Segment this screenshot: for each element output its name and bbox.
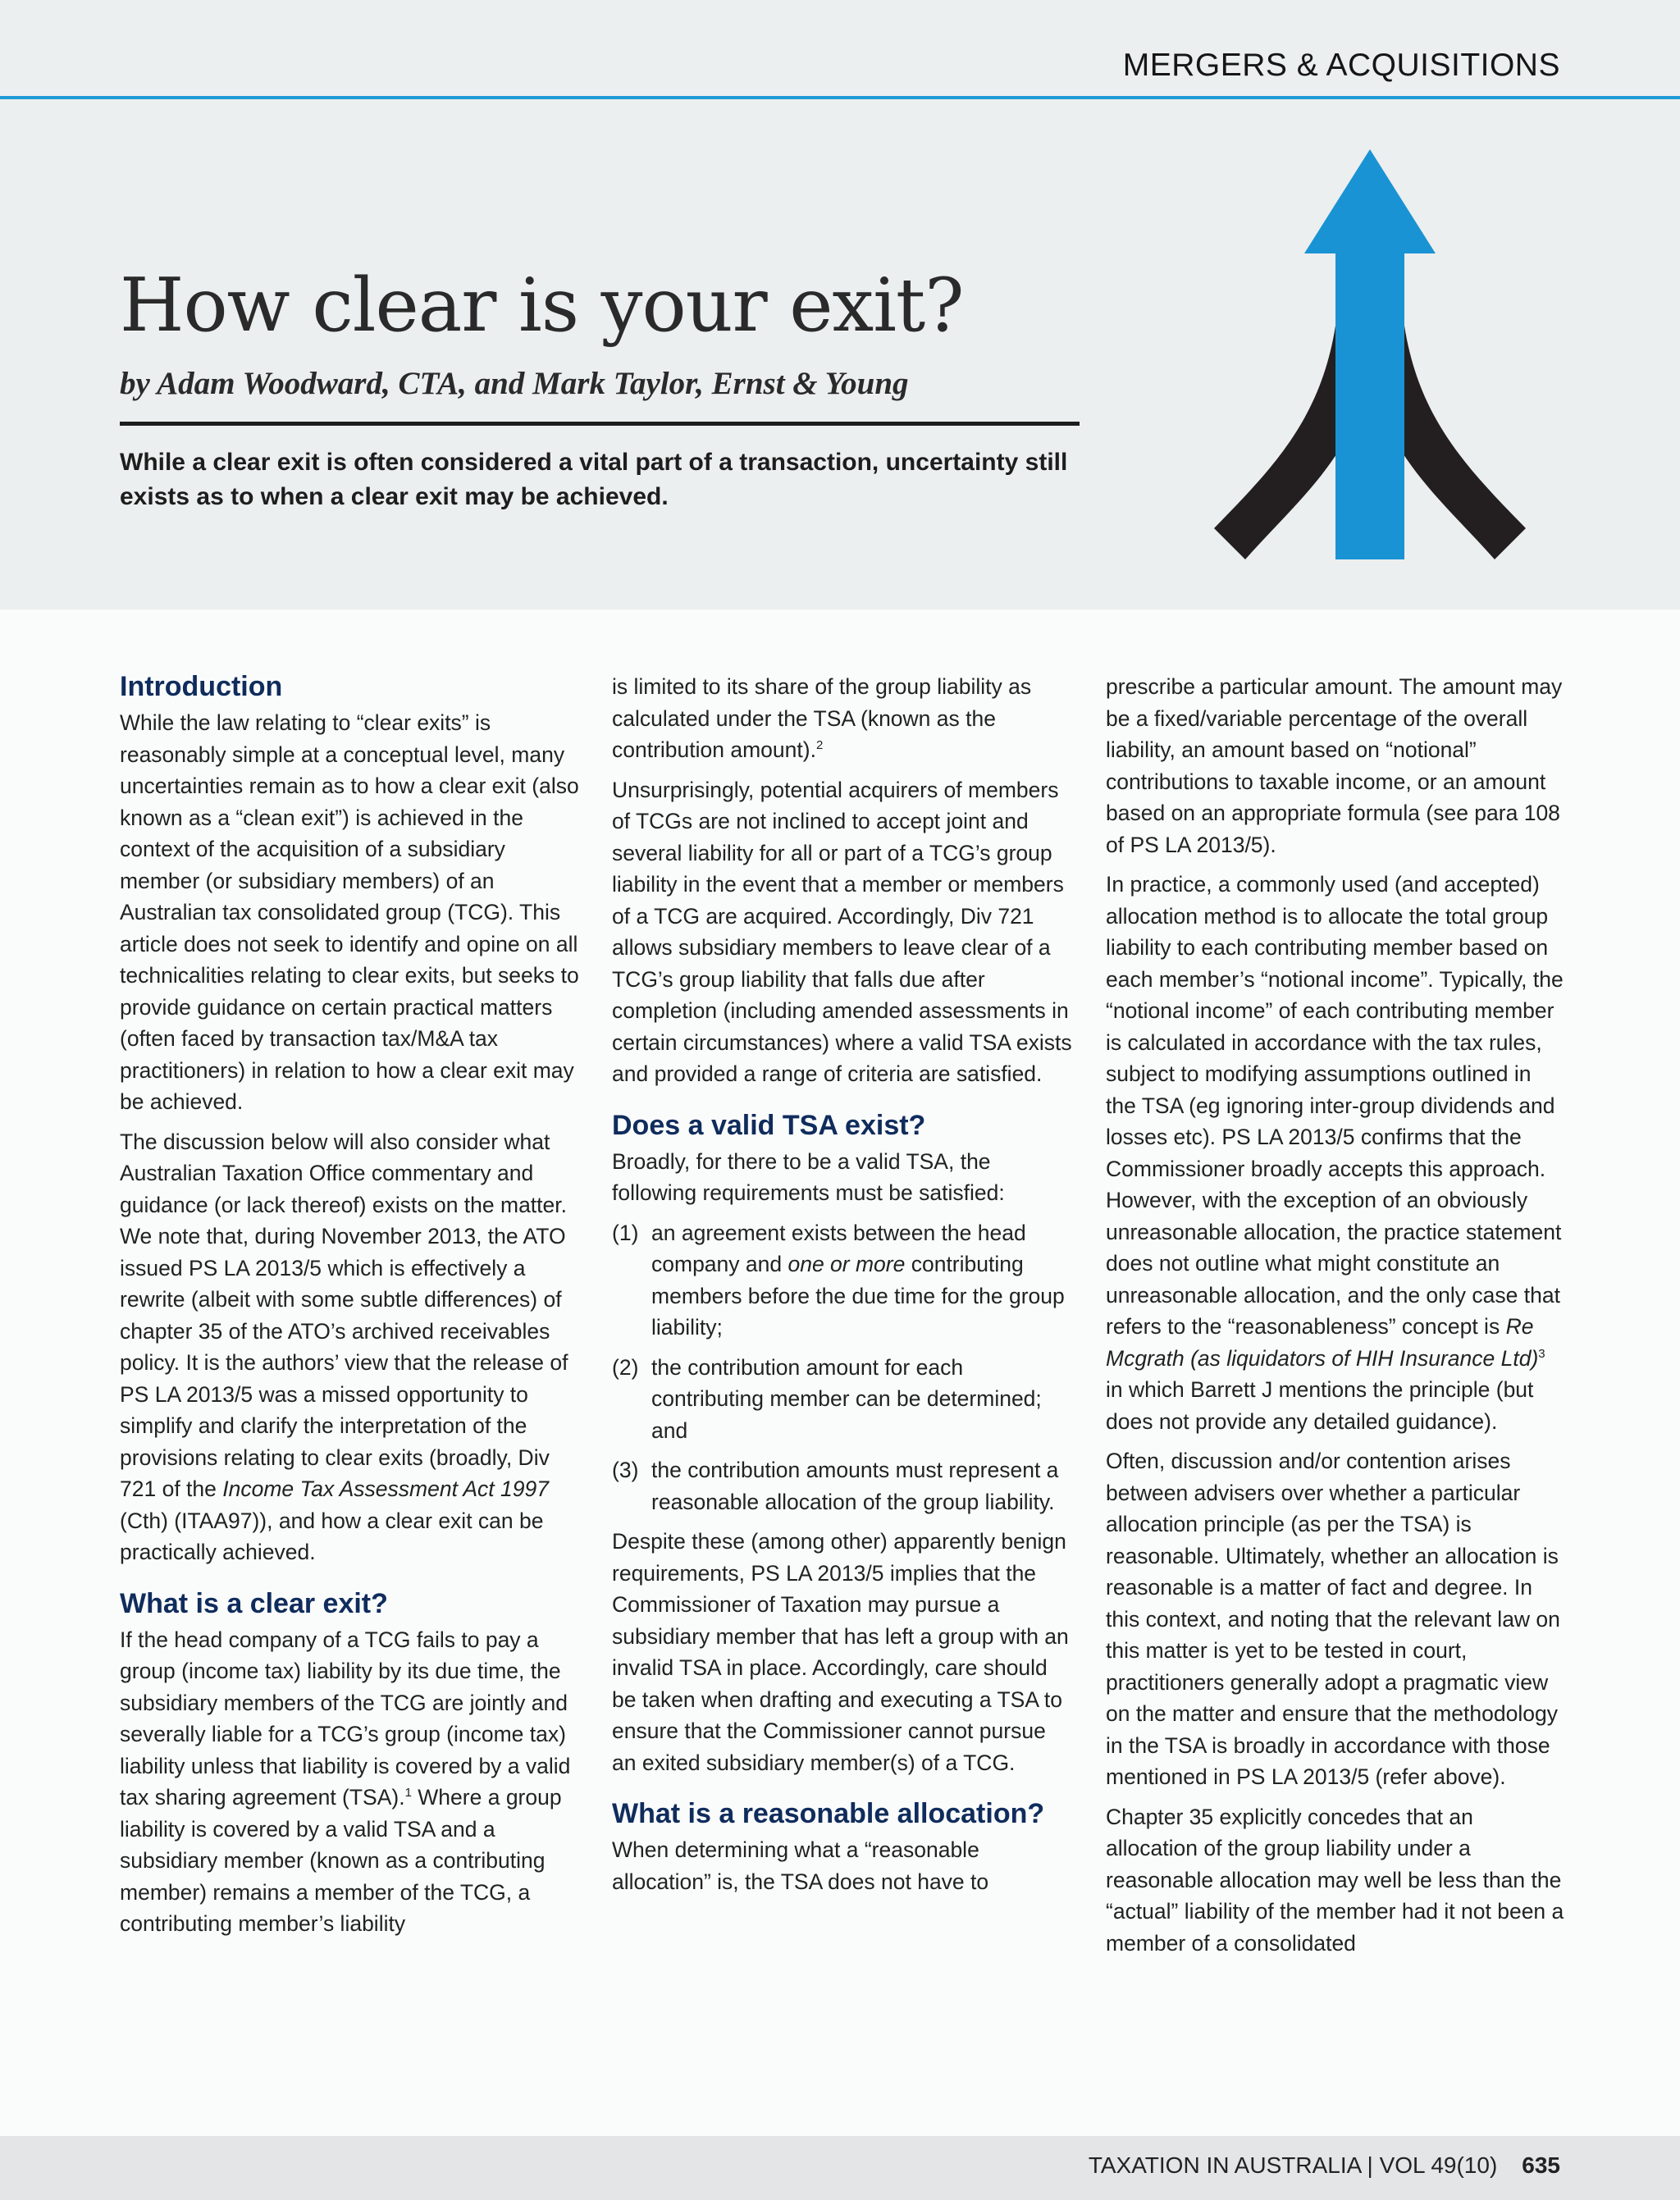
merging-arrow-icon	[1214, 149, 1526, 559]
paragraph-requirements: Broadly, for there to be a valid TSA, the following requirements must be satisfied:	[612, 1148, 1005, 1205]
paragraph-clear-exit: If the head company of a TCG fails to pay a group (income tax) liability by its due time, the subsidiary members of the TCG are jointly and severally liable for a TCG’s group (income tax) liability unless that liability is covered by a valid tax sharing agreement (TSA).$^1$ Where a group liability is covered by a valid TSA and a subsidiary member (known as a contributing member) remains a member of the TCG, a contributing member’s liability	[120, 1627, 571, 1936]
title-rule	[120, 422, 1080, 426]
arrow-head-icon	[1304, 149, 1436, 253]
paragraph-intro-1: While the law relating to “clear exits” is reasonably simple at a conceptual level, many uncertainties remain as to how a clear exit (also known as a “clean exit”) is achieved in the context of the acquisition of a subsidiary member (or subsidiary members) of an Australian tax consolidated group (TCG). This article does not seek to identify and opine on all technicalities relating to clear exits, but seeks to provide guidance on certain practical matters (often faced by transaction tax/M&A tax practitioners) in relation to how a clear exit may be achieved.	[120, 710, 579, 1114]
column-3	[1106, 671, 1567, 1967]
heading-introduction: Introduction	[120, 671, 283, 702]
footnote-ref-2: 2	[815, 738, 824, 753]
paragraph-intro-2: The discussion below will also consider what Australian Taxation Office commentary and guidance (or lack thereof) exists on the matter. We note that, during November 2013, the ATO issued PS LA 2013/5 which is effectively a rewrite (albeit with some subtle differences) of chapter 35 of the ATO’s archived receivables policy. It is the authors’ view that the release of PS LA 2013/5 was a missed opportunity to simplify and clarify the interpretation of the provisions relating to clear exits (broadly, Div 721 of the Income Tax Assessment Act 1997 (Cth) (ITAA97)), and how a clear exit can be practically achieved.	[120, 1129, 568, 1564]
paragraph-clear-exit-cont: is limited to its share of the group liability as calculated under the TSA (known as the contribution amount).$^2$	[612, 674, 1032, 762]
list-number: (3)	[612, 1458, 639, 1482]
paragraph-acquirers: Unsurprisingly, potential acquirers of members of TCGs are not inclined to accept joint and several liability for all or part of a TCG’s group liability in the event that a member or members of a TCG are acquired. Accordingly, Div 721 allows subsidiary members to leave clear of a TCG’s group liability that falls due after completion (including amended assessments in certain circumstances) where a valid TSA exists and provided a range of criteria are satisfied.	[612, 777, 1072, 1086]
list-item	[612, 1454, 1073, 1518]
heading-reasonable-allocation: What is a reasonable allocation?	[612, 1798, 1045, 1829]
list-number: (2)	[612, 1354, 639, 1380]
arrow-shaft-icon	[1335, 253, 1404, 559]
heading-valid-tsa: Does a valid TSA exist?	[612, 1109, 926, 1141]
footnote-ref-1: 1	[404, 1786, 412, 1801]
page-number: 635	[1522, 2152, 1560, 2178]
paragraph-reasonable: When determining what a “reasonable allocation” is, the TSA does not have to	[612, 1837, 989, 1894]
list-text: an agreement exists between the head company and one or more contributing members before the due time for the group liability;	[651, 1220, 1065, 1340]
paragraph-reasonable-cont: prescribe a particular amount. The amount may be a fixed/variable percentage of the overall liability, an amount based on “notional” contributions to taxable income, or an amount based on an appropriate formula (see para 108 of PS LA 2013/5).	[1106, 674, 1563, 857]
list-number: (1)	[612, 1220, 639, 1245]
list-item	[612, 1217, 1073, 1344]
byline: by Adam Woodward, CTA, and Mark Taylor, Ernst & Young	[120, 366, 909, 401]
standfirst: While a clear exit is often considered a vital part of a transaction, uncertainty still exists as to when a clear exit may be achieved.	[120, 449, 1068, 510]
paragraph-despite: Despite these (among other) apparently benign requirements, PS LA 2013/5 implies that the Commissioner of Taxation may pursue a subsidiary member that has left a group with an invalid TSA in place. Accordingly, care should be taken when drafting and executing a TSA to ensure that the Commissioner cannot pursue an exited subsidiary member(s) of a TCG.	[612, 1529, 1069, 1775]
section-label: MERGERS & ACQUISITIONS	[1122, 48, 1560, 83]
column-2	[612, 671, 1073, 1906]
list-text: the contribution amount for each contributing member can be determined; and	[651, 1354, 1042, 1443]
list-text: the contribution amounts must represent a reasonable allocation of the group liability.	[651, 1458, 1059, 1514]
article-title: How clear is your exit?	[120, 262, 964, 349]
column-1	[120, 671, 581, 1948]
list-item	[612, 1352, 1073, 1447]
requirements-list	[612, 1217, 1073, 1518]
footer	[1089, 2152, 1560, 2179]
paragraph-often: Often, discussion and/or contention arises between advisers over whether a particular allocation principle (as per the TSA) is reasonable. Ultimately, whether an allocation is reasonable is a matter of fact and degree. In this context, and noting that the relevant law on this matter is yet to be tested in court, practitioners generally adopt a pragmatic view on the matter and ensure that the methodology in the TSA is broadly in accordance with those mentioned in PS LA 2013/5 (refer above).	[1106, 1449, 1560, 1789]
paragraph-chapter-35: Chapter 35 explicitly concedes that an allocation of the group liability under a reasonable allocation may well be less than the “actual” liability of the member had it not been a member of a consolidated	[1106, 1804, 1564, 1956]
heading-what-is-clear-exit: What is a clear exit?	[120, 1587, 388, 1619]
paragraph-in-practice: In practice, a commonly used (and accepted) allocation method is to allocate the total group liability to each contributing member based on each member’s “notional income”. Typically, the “notional income” of each contributing member is calculated in accordance with the tax rules, subject to modifying assumptions outlined in the TSA (eg ignoring inter-group dividends and losses etc). PS LA 2013/5 confirms that the Commissioner broadly accepts this approach. However, with the exception of an obviously unreasonable allocation, the practice statement does not outline what might constitute an unreasonable allocation, and the only case that refers to the “reasonableness” concept is Re Mcgrath (as liquidators of HIH Insurance Ltd)$^3$ in which Barrett J mentions the principle (but does not provide any detailed guidance).	[1106, 872, 1564, 1434]
publication-info: TAXATION IN AUSTRALIA | VOL 49(10)	[1088, 2152, 1498, 2178]
